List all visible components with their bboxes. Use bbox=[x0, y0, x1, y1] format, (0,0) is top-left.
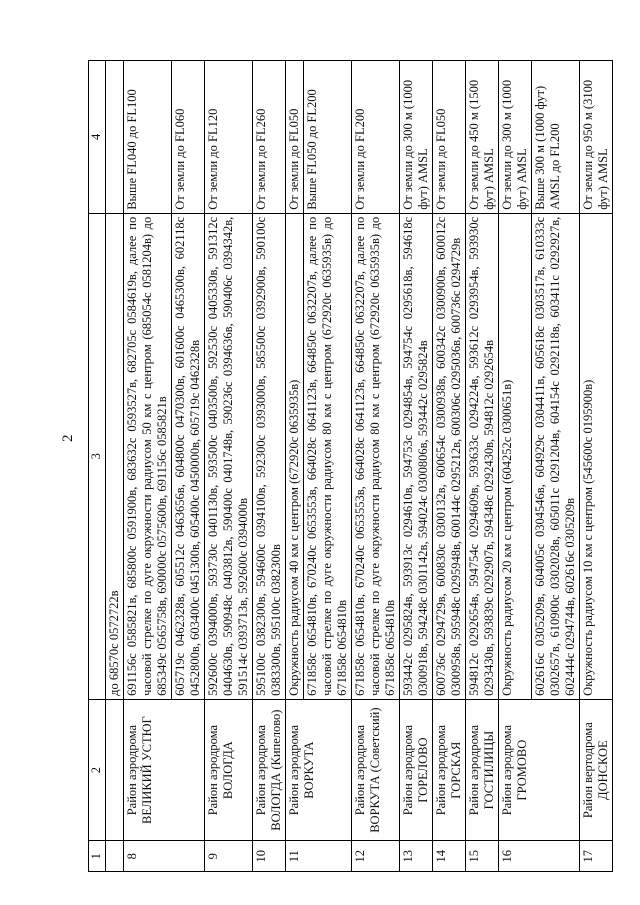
vertical-limits: От земли до FL060 bbox=[172, 61, 205, 214]
boundary-coordinates: 600736с 0294729в, 600830с 0300132в, 600654с 0300938в, 600342с 0300900в, 600012с 0300958в, 595948с 0295948в, 600144с 0295212в, 600306с 0295036в, 600736с 0294729в bbox=[433, 213, 466, 699]
boundary-coordinates: 671858с 0654810в, 670240с 0653553в, 664028с 0641123в, 664850с 0632207в, далее по часовой стрелке по дуге окружности радиусом 80 км с центром (672920с 0635935в) до 671858с 0654810в bbox=[352, 213, 400, 699]
area-name: Район вертодрома ДОНСКОЕ bbox=[580, 699, 613, 841]
area-name: Район аэродрома ГОРСКАЯ bbox=[433, 699, 466, 841]
vertical-limits: От земли до 300 м (1000 фут) AMSL bbox=[499, 61, 532, 214]
area-name: Район аэродрома ГОСТИЛИЦЫ bbox=[466, 699, 499, 841]
boundary-coordinates: 605719с 0462328в, 605512с 0463656в, 604800с 0470300в, 601600с 0465300в, 602118с 0452800в, 603400с 0451300в, 605400с 0450000в, 605719с 0462328в bbox=[172, 213, 205, 699]
vertical-limits: От земли до 300 м (1000 фут) AMSL bbox=[400, 61, 433, 214]
table-row bbox=[205, 61, 253, 872]
header-col-3: 3 bbox=[89, 213, 106, 699]
vertical-limits: Выше FL040 до FL100 bbox=[124, 61, 172, 214]
boundary-coordinates: Окружность радиусом 20 км с центром (604252с 0300651в) bbox=[499, 213, 532, 699]
boundary-coordinates: 595100с 0382300в, 594600с 0394100в, 592300с 0393000в, 585500с 0392900в, 590100с 0383300в, 595100с 0382300в bbox=[253, 213, 286, 699]
vertical-limits: Выше FL050 до FL200 bbox=[304, 61, 352, 214]
row-number: 11 bbox=[286, 841, 352, 872]
vertical-limits: Выше 300 м (1000 фут) AMSL до FL200 bbox=[532, 61, 580, 214]
table-row bbox=[499, 61, 532, 872]
row-number: 13 bbox=[400, 841, 433, 872]
row-number: 8 bbox=[124, 841, 205, 872]
table-row bbox=[580, 61, 613, 872]
area-name: Район аэродрома ВЕЛИКИЙ УСТЮГ bbox=[124, 699, 205, 841]
table-row bbox=[253, 61, 286, 872]
row-number: 14 bbox=[433, 841, 466, 872]
vertical-limits: От земли до FL050 bbox=[286, 61, 304, 214]
area-name: Район аэродрома ВОЛОГДА (Кипелово) bbox=[253, 699, 286, 841]
boundary-coordinates: Окружность радиусом 10 км с центром (545600с 0195900в) bbox=[580, 213, 613, 699]
row-number: 9 bbox=[205, 841, 253, 872]
area-name: Район аэродрома ГРОМОВО bbox=[499, 699, 580, 841]
boundary-coordinates: 691156с 0585821в, 685800с 0591900в, 683632с 0593527в, 682705с 0584619в, далее по часовой стрелке по дуге окружности радиусом 50 км с центром (685054с 0581204в) до 685349с 0565758в, 690000с 0575600в, 691156с 0585821в bbox=[124, 213, 172, 699]
vertical-limits: От земли до 450 м (1500 фут) AMSL bbox=[466, 61, 499, 214]
row-number: 10 bbox=[253, 841, 286, 872]
table-row bbox=[433, 61, 466, 872]
header-col-1: 1 bbox=[89, 841, 106, 872]
table-row bbox=[400, 61, 433, 872]
page-number: 2 bbox=[60, 434, 76, 442]
area-name: Район аэродрома ВОРКУТА (Советский) bbox=[352, 699, 400, 841]
vertical-limits: От земли до FL120 bbox=[205, 61, 253, 214]
vertical-limits: От земли до FL200 bbox=[352, 61, 400, 214]
continuation-text: до 68570c 0572722в bbox=[106, 213, 124, 699]
boundary-coordinates: 593442с 0295824в, 593913с 0294610в, 594753с 0294854в, 594754с 0295618в, 594618с 0300918в, 594248с 0301142в, 594024с 0300806в, 593442с 0295824в bbox=[400, 213, 433, 699]
row-number: 16 bbox=[499, 841, 580, 872]
vertical-limits: От земли до 950 м (3100 фут) AMSL bbox=[580, 61, 613, 214]
continuation-row bbox=[106, 61, 124, 872]
vertical-limits: От земли до FL260 bbox=[253, 61, 286, 214]
boundary-coordinates: Окружность радиусом 40 км с центром (672920с 0635935в) bbox=[286, 213, 304, 699]
table-row bbox=[352, 61, 400, 872]
table-row bbox=[286, 61, 304, 872]
airspace-table bbox=[88, 60, 613, 872]
header-col-2: 2 bbox=[89, 699, 106, 841]
boundary-coordinates: 592600с 0394000в, 593730с 0401130в, 593500с 0403500в, 592530с 0405330в, 591312с 0404630в, 590948с 0403812в, 590400с 0401748в, 590236с 0394636в, 590406с 0394342в, 591514с 0393713в, 592600с 0394000в bbox=[205, 213, 253, 699]
boundary-coordinates: 602616с 0305209в, 604005с 0304546в, 604929с 0304411в, 605618с 0303517в, 610333с 0302657в, 610900с 0302028в, 605011с 0291204в, 604154с 0292118в, 603411с 0292927в, 602444с 0294744в, 602616с 0305209в bbox=[532, 213, 580, 699]
boundary-coordinates: 594812с 0292654в, 594754с 0294609в, 593633с 0294224в, 593612с 0293954в, 593930с 0293430в, 593839с 0292907в, 594348с 0292430в, 594812с 0292654в bbox=[466, 213, 499, 699]
row-number: 12 bbox=[352, 841, 400, 872]
table-row bbox=[124, 61, 172, 872]
header-row bbox=[89, 61, 106, 872]
rotated-page bbox=[88, 60, 610, 872]
row-number: 15 bbox=[466, 841, 499, 872]
table-row bbox=[466, 61, 499, 872]
table-body bbox=[106, 61, 613, 872]
area-name: Район аэродрома ГОРЕЛОВО bbox=[400, 699, 433, 841]
area-name: Район аэродрома ВОЛОГДА bbox=[205, 699, 253, 841]
vertical-limits: От земли до FL050 bbox=[433, 61, 466, 214]
row-number: 17 bbox=[580, 841, 613, 872]
area-name: Район аэродрома ВОРКУТА bbox=[286, 699, 352, 841]
header-col-4: 4 bbox=[89, 61, 106, 214]
boundary-coordinates: 671858с 0654810в, 670240с 0653553в, 664028с 0641123в, 664850с 0632207в, далее по часовой стрелке по дуге окружности радиусом 80 км с центром (672920с 0635935в) до 671858с 0654810в bbox=[304, 213, 352, 699]
